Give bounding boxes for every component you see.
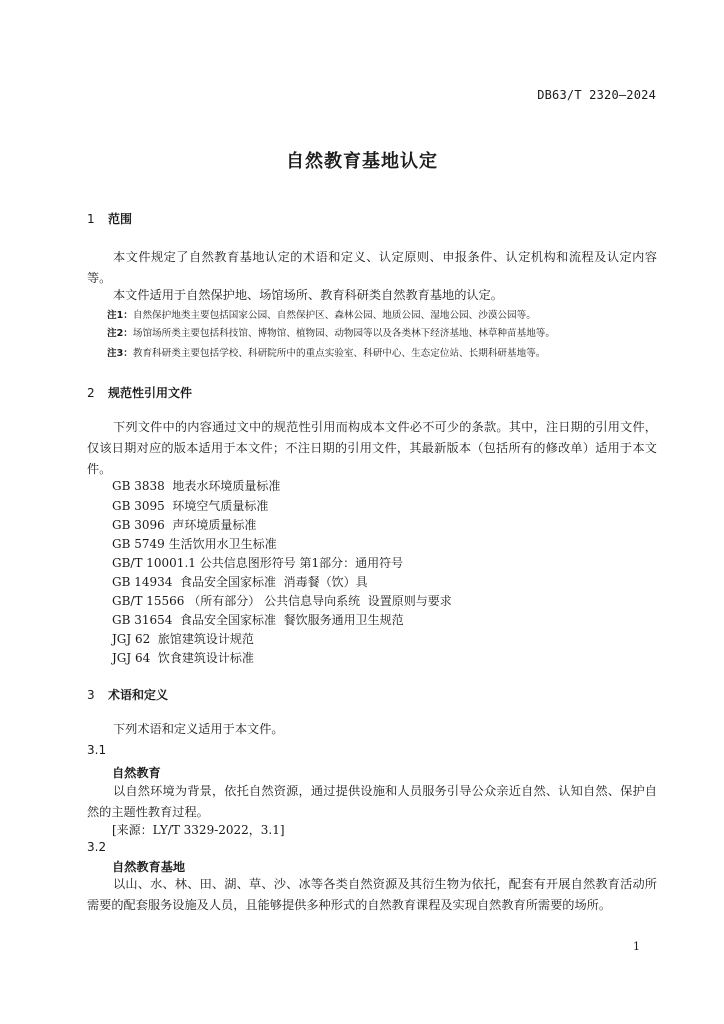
reference-item: GB 31654 食品安全国家标准 餐饮服务通用卫生规范 — [112, 613, 404, 627]
note-1 — [107, 307, 536, 321]
note-text: 自然保护地类主要包括国家公园、自然保护区、森林公园、地质公园、湿地公园、沙漠公园等。 — [132, 310, 536, 321]
document-title: 自然教育基地认定 — [286, 151, 438, 172]
note-label: 注3： — [107, 348, 133, 359]
section-title: 范围 — [108, 212, 133, 226]
scope-paragraph-1: 本文件规定了自然教育基地认定的术语和定义、认定原则、申报条件、认定机构和流程及认定内容等。 — [87, 250, 657, 285]
section-heading-normative-references — [87, 384, 192, 401]
term-source: [来源：LY/T 3329-2022，3.1] — [112, 823, 285, 837]
section-title: 规范性引用文件 — [108, 386, 193, 400]
standard-number: DB63/T 2320—2024 — [537, 88, 656, 102]
clause-number: 3.1 — [87, 743, 107, 757]
term-definition: 以自然环境为背景，依托自然资源，通过提供设施和人员服务引导公众亲近自然、认知自然、保护自然的主题性教育过程。 — [87, 784, 657, 819]
note-text: 场馆场所类主要包括科技馆、博物馆、植物园、动物园等以及各类林下经济基地、林草种苗基地等。 — [132, 328, 555, 339]
reference-item: GB/T 10001.1 公共信息图形符号 第1部分：通用符号 — [112, 556, 404, 570]
note-label: 注1： — [107, 310, 133, 321]
reference-item: JGJ 64 饮食建筑设计标准 — [112, 651, 254, 665]
term-definition: 以山、水、林、田、湖、草、沙、冰等各类自然资源及其衍生物为依托，配套有开展自然教育活动所需要的配套服务设施及人员，且能够提供多种形式的自然教育课程及实现自然教育所需要的场所。 — [87, 877, 657, 912]
reference-item: GB/T 15566 （所有部分） 公共信息导向系统 设置原则与要求 — [112, 594, 452, 608]
section-title: 术语和定义 — [108, 688, 169, 702]
section-heading-scope — [87, 210, 132, 227]
references-intro: 下列文件中的内容通过文中的规范性引用而构成本文件必不可少的条款。其中，注日期的引用文件，仅该日期对应的版本适用于本文件；不注日期的引用文件，其最新版本（包括所有的修改单）适用于本文件。 — [87, 420, 657, 476]
clause-number: 3.2 — [87, 840, 107, 854]
section-number: 2 — [87, 386, 95, 400]
section-heading-terms — [87, 686, 168, 703]
note-text: 教育科研类主要包括学校、科研院所中的重点实验室、科研中心、生态定位站、长期科研基地等。 — [132, 348, 546, 359]
page-number: 1 — [633, 940, 640, 953]
reference-item: GB 3838 地表水环境质量标准 — [112, 479, 281, 493]
reference-item: GB 5749 生活饮用水卫生标准 — [112, 537, 277, 551]
section-number: 1 — [87, 212, 95, 226]
note-2 — [107, 325, 555, 339]
note-3 — [107, 345, 545, 359]
term-name: 自然教育 — [112, 766, 161, 780]
scope-paragraph-2: 本文件适用于自然保护地、场馆场所、教育科研类自然教育基地的认定。 — [113, 288, 503, 302]
reference-item: JGJ 62 旅馆建筑设计规范 — [112, 632, 254, 646]
note-label: 注2： — [107, 328, 133, 339]
section-number: 3 — [87, 688, 95, 702]
reference-item: GB 3095 环境空气质量标准 — [112, 499, 269, 513]
reference-item: GB 14934 食品安全国家标准 消毒餐（饮）具 — [112, 575, 368, 589]
reference-item: GB 3096 声环境质量标准 — [112, 518, 257, 532]
term-name: 自然教育基地 — [112, 860, 186, 874]
terms-intro: 下列术语和定义适用于本文件。 — [113, 722, 284, 736]
